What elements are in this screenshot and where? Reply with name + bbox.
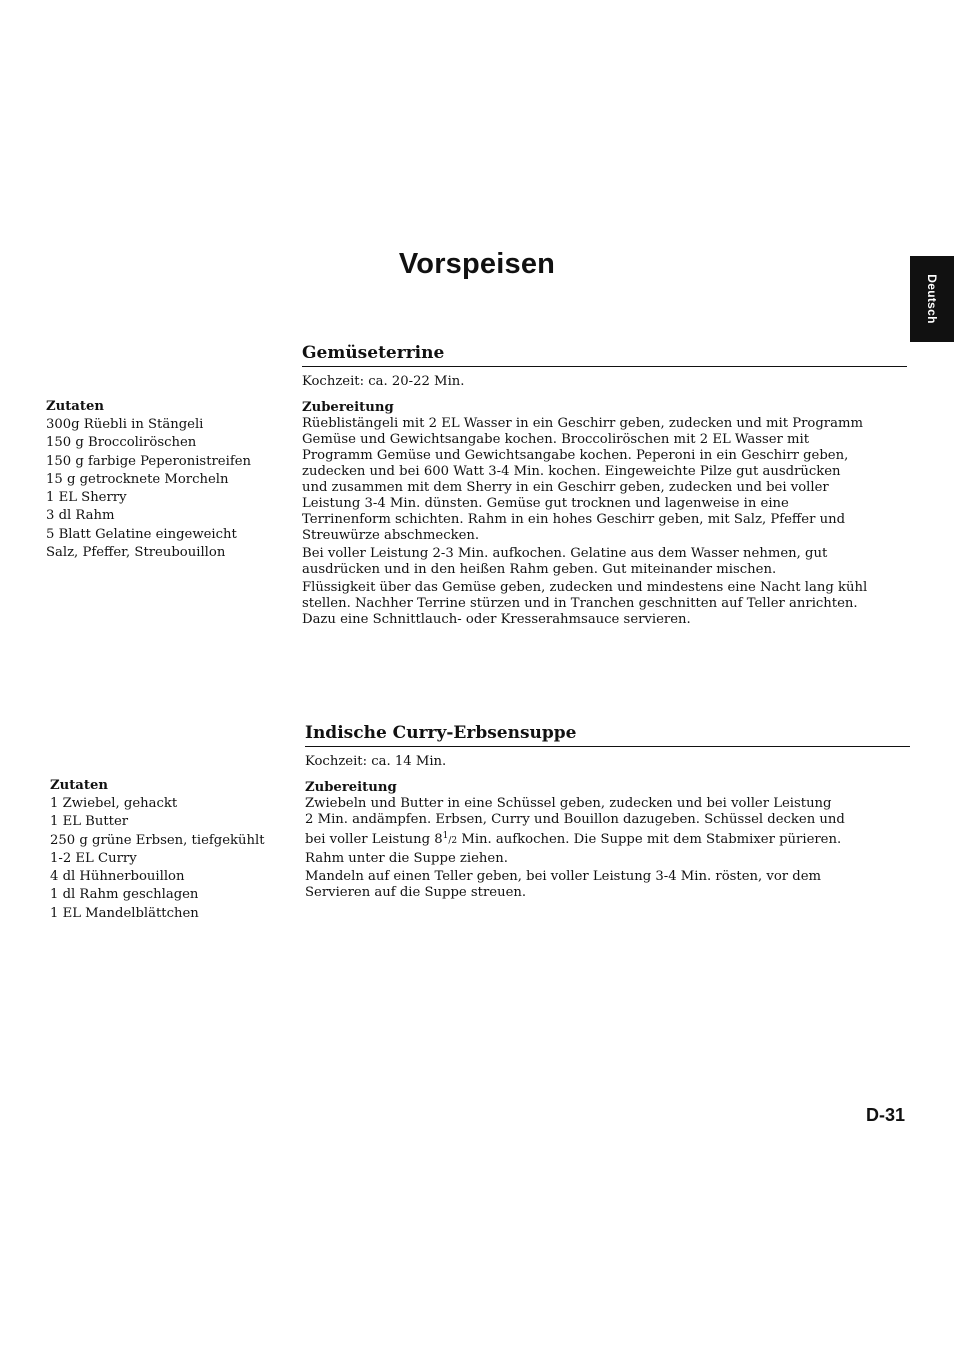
fraction-numerator: 1 [442,831,449,841]
preparation-paragraph [305,851,845,867]
ingredient-item: 5 Blatt Gelatine eingeweicht [46,526,237,542]
text-line: Mandeln auf einen Teller geben, bei voller Leistung 3-4 Min. rösten, vor dem [305,869,822,884]
text-line: ausdrücken und in den heißen Rahm geben. Gut miteinander mischen. [302,562,777,577]
recipe-title: Gemüseterrine [302,343,907,367]
preparation-paragraph [302,580,867,628]
preparation-paragraph [302,416,867,544]
ingredients-heading: Zutaten [46,399,104,414]
cooking-time: Kochzeit: ca. 20-22 Min. [302,374,465,389]
text-line: Servieren auf die Suppe streuen. [305,885,527,900]
text-line: Bei voller Leistung 2-3 Min. aufkochen. Gelatine aus dem Wasser nehmen, gut [302,546,828,561]
preparation-heading: Zubereitung [305,780,397,795]
text-line: zudecken und bei 600 Watt 3-4 Min. kochen. Eingeweichte Pilze gut ausdrücken [302,464,841,479]
ingredient-item: Salz, Pfeffer, Streubouillon [46,545,226,561]
text-line: Streuwürze abschmecken. [302,528,480,543]
preparation-paragraph [305,869,845,901]
text-line: stellen. Nachher Terrine stürzen und in Tranchen geschnitten auf Teller anrichten. [302,596,858,611]
recipe-title: Indische Curry-Erbsensuppe [305,723,910,747]
language-tab-label: Deutsch [925,274,939,324]
ingredients-heading: Zutaten [50,778,108,793]
text-line: Dazu eine Schnittlauch- oder Kresserahmsauce servieren. [302,612,691,627]
text-fragment: bei voller Leistung 8 [305,832,443,847]
ingredient-item: 1 Zwiebel, gehackt [50,796,178,811]
preparation-section [302,399,867,630]
language-tab [910,256,954,342]
ingredient-item: 1 EL Sherry [46,490,127,506]
ingredient-item: 1 dl Rahm geschlagen [50,887,199,903]
text-line: Programm Gemüse und Gewichtsangabe kochen. Peperoni in ein Geschirr geben, [302,448,849,463]
ingredient-item: 15 g getrocknete Morcheln [46,471,229,487]
text-line: 2 Min. andämpfen. Erbsen, Curry und Bouillon dazugeben. Schüssel decken und [305,812,845,827]
preparation-paragraph [305,796,845,849]
preparation-section [305,779,845,903]
cooking-time: Kochzeit: ca. 14 Min. [305,754,447,769]
ingredients-list [46,398,251,562]
ingredient-item: 1 EL Butter [50,814,129,830]
text-fragment: Min. aufkochen. Die Suppe mit dem Stabmixer pürieren. [457,832,842,847]
ingredient-item: 250 g grüne Erbsen, tiefgekühlt [50,832,265,848]
text-line: und zusammen mit dem Sherry in ein Geschirr geben, zudecken und bei voller [302,480,829,495]
preparation-paragraph [302,546,867,578]
text-line: Gemüse und Gewichtsangabe kochen. Broccoliröschen mit 2 EL Wasser mit [302,432,810,447]
fraction-denominator: /2 [448,836,458,846]
text-line: Rüeblistängeli mit 2 EL Wasser in ein Geschirr geben, zudecken und mit Programm [302,416,863,431]
text-line: Leistung 3-4 Min. dünsten. Gemüse gut trocknen und lagenweise in eine [302,496,789,511]
text-line-fraction [305,828,845,849]
text-line: Zwiebeln und Butter in eine Schüssel geben, zudecken und bei voller Leistung [305,796,832,811]
ingredients-list [50,777,265,923]
page-number: D-31 [866,1105,906,1125]
text-line: Terrinenform schichten. Rahm in ein hohes Geschirr geben, mit Salz, Pfeffer und [302,512,846,527]
preparation-heading: Zubereitung [302,400,394,415]
text-line: Rahm unter die Suppe ziehen. [305,851,508,866]
page-title: Vorspeisen [398,248,556,280]
ingredient-item: 3 dl Rahm [46,508,115,524]
ingredient-item: 150 g farbige Peperonistreifen [46,453,251,469]
ingredient-item: 1 EL Mandelblättchen [50,905,199,921]
ingredient-item: 300g Rüebli in Stängeli [46,417,204,432]
text-line: Flüssigkeit über das Gemüse geben, zudecken und mindestens eine Nacht lang kühl [302,580,868,595]
ingredient-item: 4 dl Hühnerbouillon [50,869,185,885]
ingredient-item: 150 g Broccoliröschen [46,435,197,451]
ingredient-item: 1-2 EL Curry [50,850,137,866]
